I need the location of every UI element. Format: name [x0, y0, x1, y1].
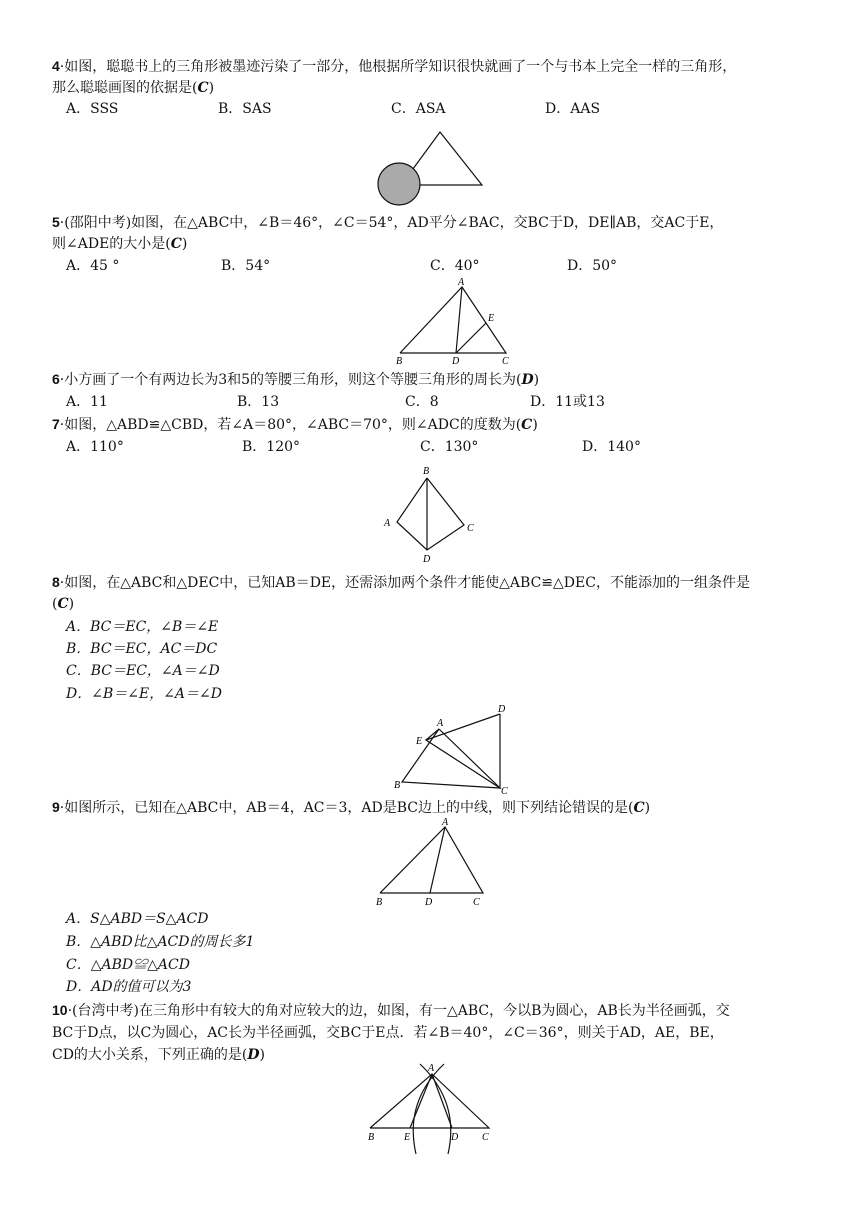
q9-label-b: B	[376, 897, 383, 908]
q6-answer: D	[521, 372, 534, 388]
q9-option-c: C．△ABD≌△ACD	[66, 957, 190, 973]
q7-figure-kite	[380, 460, 480, 570]
q5-option-b: B．54°	[221, 258, 271, 274]
q8-stem-line1: 8·如图，在△ABC和△DEC中，已知AB＝DE，还需添加两个条件才能使△ABC≌△DEC，不能添加的一组条件是	[52, 574, 750, 591]
q4-option-d: D．AAS	[545, 101, 601, 117]
q4-stem-line2: 那么聪聪画图的依据是(C)	[52, 80, 215, 96]
q8-label-c: C	[501, 786, 508, 797]
q10-label-b: B	[368, 1132, 375, 1143]
q8-option-b: B．BC＝EC，AC＝DC	[66, 641, 218, 657]
q10-stem-line3: CD的大小关系，下列正确的是(D)	[52, 1047, 266, 1063]
q7-option-c: C．130°	[420, 439, 479, 455]
q9-option-d: D．AD的值可以为3	[66, 979, 192, 995]
q9-stem: 9·如图所示，已知在△ABC中，AB＝4，AC＝3，AD是BC边上的中线，则下列结论错误的是(C)	[52, 799, 651, 816]
q5-option-a: A．45 °	[66, 258, 120, 274]
q4-stem-line1: 4·如图，聪聪书上的三角形被墨迹污染了一部分，他根据所学知识很快就画了一个与书本上完全一样的三角形，	[52, 58, 737, 75]
q8-answer: C	[57, 596, 69, 612]
q8-label-e: E	[416, 736, 423, 747]
q10-stem-line2: BC于D点，以C为圆心，AC长为半径画弧，交BC于E点．若∠B＝40°，∠C＝36°，则关于AD，AE，BE，	[52, 1025, 724, 1041]
q7-option-d: D．140°	[582, 439, 641, 455]
q7-label-c: C	[467, 523, 474, 534]
q8-option-d: D．∠B＝∠E，∠A＝∠D	[66, 686, 222, 702]
q7-label-a: A	[384, 518, 391, 529]
q7-option-a: A．110°	[66, 439, 124, 455]
q5-label-d: D	[452, 356, 460, 367]
q9-figure-triangle	[370, 815, 500, 915]
q7-label-d: D	[423, 554, 431, 565]
q10-label-e: E	[404, 1132, 411, 1143]
q5-label-a: A	[458, 277, 465, 288]
q5-figure-triangle	[390, 275, 520, 370]
q9-label-c: C	[473, 897, 480, 908]
q4-answer: C	[197, 80, 209, 96]
q5-stem-line1: 5·(邵阳中考)如图，在△ABC中，∠B＝46°，∠C＝54°，AD平分∠BAC，交BC于D，DE∥AB，交AC于E，	[52, 214, 724, 231]
q10-label-a: A	[428, 1063, 435, 1074]
q7-option-b: B．120°	[242, 439, 301, 455]
q6-option-c: C．8	[405, 394, 439, 410]
q8-label-b: B	[394, 780, 401, 791]
q8-option-c: C．BC＝EC，∠A＝∠D	[66, 663, 220, 679]
q8-stem-line2: (C)	[52, 596, 75, 612]
q6-option-b: B．13	[237, 394, 280, 410]
q10-figure-arcs	[360, 1062, 500, 1162]
q5-label-b: B	[396, 356, 403, 367]
q7-stem: 7·如图，△ABD≌△CBD，若∠A＝80°，∠ABC＝70°，则∠ADC的度数为(C)	[52, 416, 538, 433]
q4-option-a: A．SSS	[66, 101, 119, 117]
q5-label-c: C	[502, 356, 509, 367]
q10-label-c: C	[482, 1132, 489, 1143]
q4-option-c: C．ASA	[391, 101, 446, 117]
q5-answer: C	[170, 236, 182, 252]
q7-answer: C	[521, 417, 533, 433]
q6-option-d: D．11或13	[530, 394, 605, 410]
q8-label-a: A	[437, 718, 444, 729]
q4-option-b: B．SAS	[218, 101, 272, 117]
q9-option-b: B．△ABD比△ACD的周长多1	[66, 934, 255, 950]
q5-option-c: C．40°	[430, 258, 480, 274]
q10-stem-line1: 10·(台湾中考)在三角形中有较大的角对应较大的边，如图，有一△ABC，今以B为圆心，AB长为半径画弧，交	[52, 1002, 730, 1019]
q5-option-d: D．50°	[567, 258, 618, 274]
q10-answer: D	[247, 1047, 260, 1063]
q5-label-e: E	[488, 313, 495, 324]
q8-label-d: D	[498, 704, 506, 715]
q10-label-d: D	[451, 1132, 459, 1143]
q5-stem-line2: 则∠ADE的大小是(C)	[52, 236, 188, 252]
q9-label-a: A	[442, 817, 449, 828]
q8-figure-triangles	[390, 700, 520, 798]
q7-label-b: B	[423, 466, 430, 477]
q4-figure-ink-triangle	[370, 120, 490, 210]
q6-stem: 6·小方画了一个有两边长为3和5的等腰三角形，则这个等腰三角形的周长为(D)	[52, 371, 540, 388]
q9-option-a: A．S△ABD＝S△ACD	[66, 911, 209, 927]
q9-label-d: D	[425, 897, 433, 908]
q6-option-a: A．11	[66, 394, 108, 410]
q9-answer: C	[633, 800, 645, 816]
q8-option-a: A．BC＝EC，∠B＝∠E	[66, 619, 219, 635]
